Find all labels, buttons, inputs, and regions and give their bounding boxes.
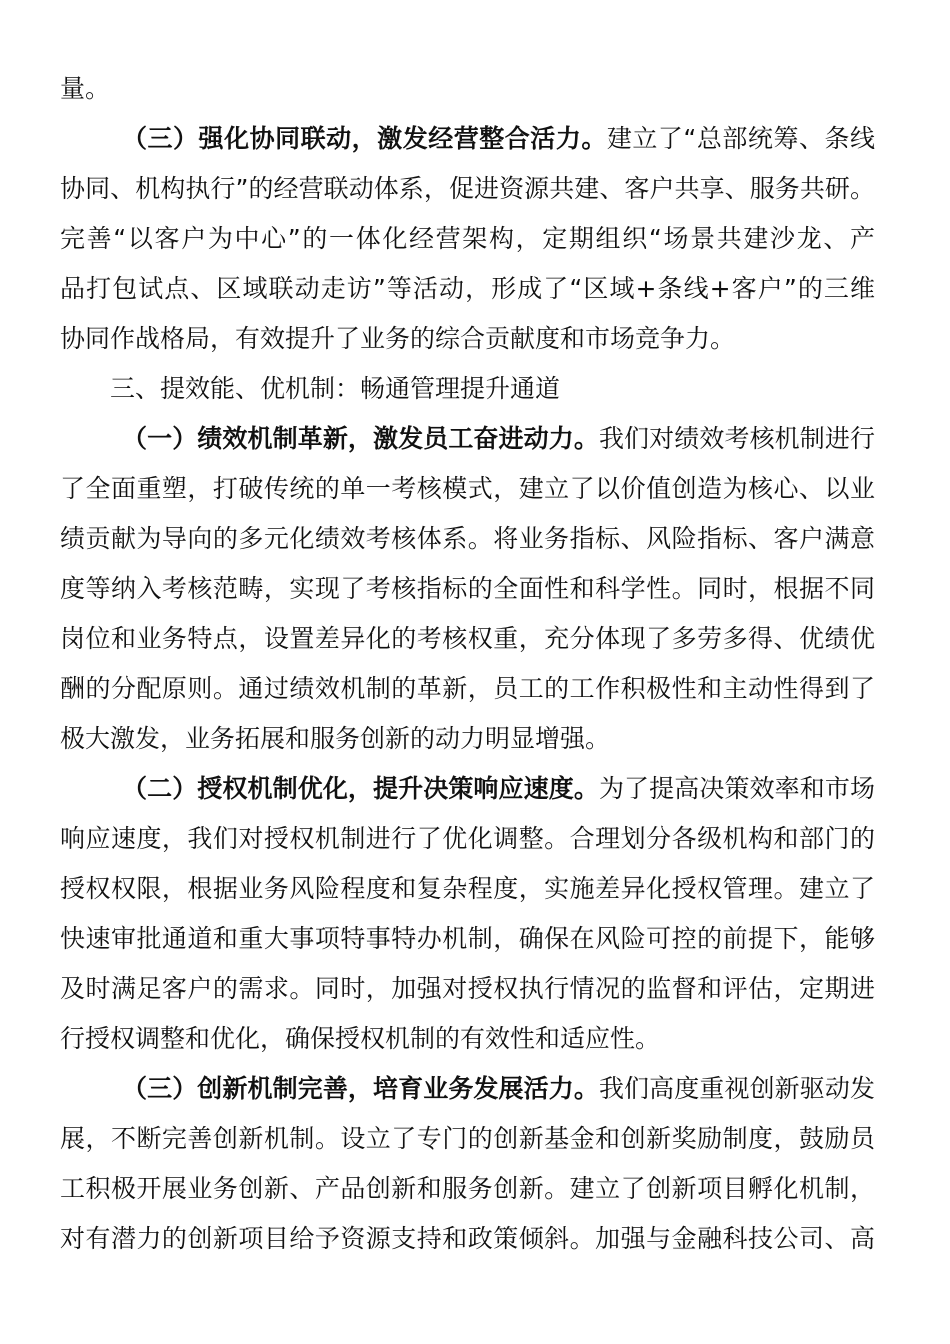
paragraph-text: 建立了“总部统筹、条线 xyxy=(606,124,875,153)
paragraph-line: 行授权调整和优化，确保授权机制的有效性和适应性。 xyxy=(60,1024,661,1053)
paragraph-line: 协同、机构执行”的经营联动体系，促进资源共建、客户共享、服务共研。 xyxy=(60,174,875,203)
paragraph-coordination xyxy=(60,114,875,364)
paragraph-lead: （三）创新机制完善，培育业务发展活力。 xyxy=(122,1074,599,1103)
paragraph-line: 度等纳入考核范畴，实现了考核指标的全面性和科学性。同时，根据不同 xyxy=(60,574,875,603)
paragraph-line: 绩贡献为导向的多元化绩效考核体系。将业务指标、风险指标、客户满意 xyxy=(60,524,875,553)
paragraph-first-line xyxy=(60,764,875,814)
paragraph-first-line xyxy=(60,114,875,164)
paragraph-line: 对有潜力的创新项目给予资源支持和政策倾斜。加强与金融科技公司、高 xyxy=(60,1224,875,1253)
paragraph-text: 为了提高决策效率和市场 xyxy=(598,774,875,803)
paragraph-line: 工积极开展业务创新、产品创新和服务创新。建立了创新项目孵化机制， xyxy=(60,1174,875,1203)
paragraph-authorization xyxy=(60,764,875,1064)
paragraph-line: 量。 xyxy=(60,74,111,103)
paragraph-line: 极大激发，业务拓展和服务创新的动力明显增强。 xyxy=(60,724,611,753)
paragraph-first-line xyxy=(60,1064,875,1114)
paragraph-innovation xyxy=(60,1064,875,1264)
paragraph-line: 酬的分配原则。通过绩效机制的革新，员工的工作积极性和主动性得到了 xyxy=(60,674,875,703)
paragraph-line: 响应速度，我们对授权机制进行了优化调整。合理划分各级机构和部门的 xyxy=(60,824,875,853)
paragraph-line: 了全面重塑，打破传统的单一考核模式，建立了以价值创造为核心、以业 xyxy=(60,474,875,503)
paragraph-text: 我们对绩效考核机制进行 xyxy=(598,424,875,453)
paragraph-lead: （二）授权机制优化，提升决策响应速度。 xyxy=(122,774,599,803)
paragraph-lead: （一）绩效机制革新，激发员工奋进动力。 xyxy=(122,424,599,453)
paragraph-performance xyxy=(60,414,875,764)
paragraph-first-line xyxy=(60,414,875,464)
paragraph-lead: （三）强化协同联动，激发经营整合活力。 xyxy=(122,124,607,153)
section-heading: 三、提效能、优机制：畅通管理提升通道 xyxy=(110,374,561,403)
paragraph-line: 品打包试点、区域联动走访”等活动，形成了“区域+条线+客户”的三维 xyxy=(60,274,875,303)
paragraph-line: 及时满足客户的需求。同时，加强对授权执行情况的监督和评估，定期进 xyxy=(60,974,875,1003)
paragraph-line: 展，不断完善创新机制。设立了专门的创新基金和创新奖励制度，鼓励员 xyxy=(60,1124,875,1153)
paragraph-line: 快速审批通道和重大事项特事特办机制，确保在风险可控的前提下，能够 xyxy=(60,924,875,953)
document-page xyxy=(60,64,875,1264)
paragraph-line: 完善“以客户为中心”的一体化经营架构，定期组织“场景共建沙龙、产 xyxy=(60,224,875,253)
paragraph-line: 授权权限，根据业务风险程度和复杂程度，实施差异化授权管理。建立了 xyxy=(60,874,875,903)
paragraph-line: 岗位和业务特点，设置差异化的考核权重，充分体现了多劳多得、优绩优 xyxy=(60,624,875,653)
paragraph-line: 协同作战格局，有效提升了业务的综合贡献度和市场竞争力。 xyxy=(60,324,736,353)
paragraph-text: 我们高度重视创新驱动发 xyxy=(598,1074,875,1103)
